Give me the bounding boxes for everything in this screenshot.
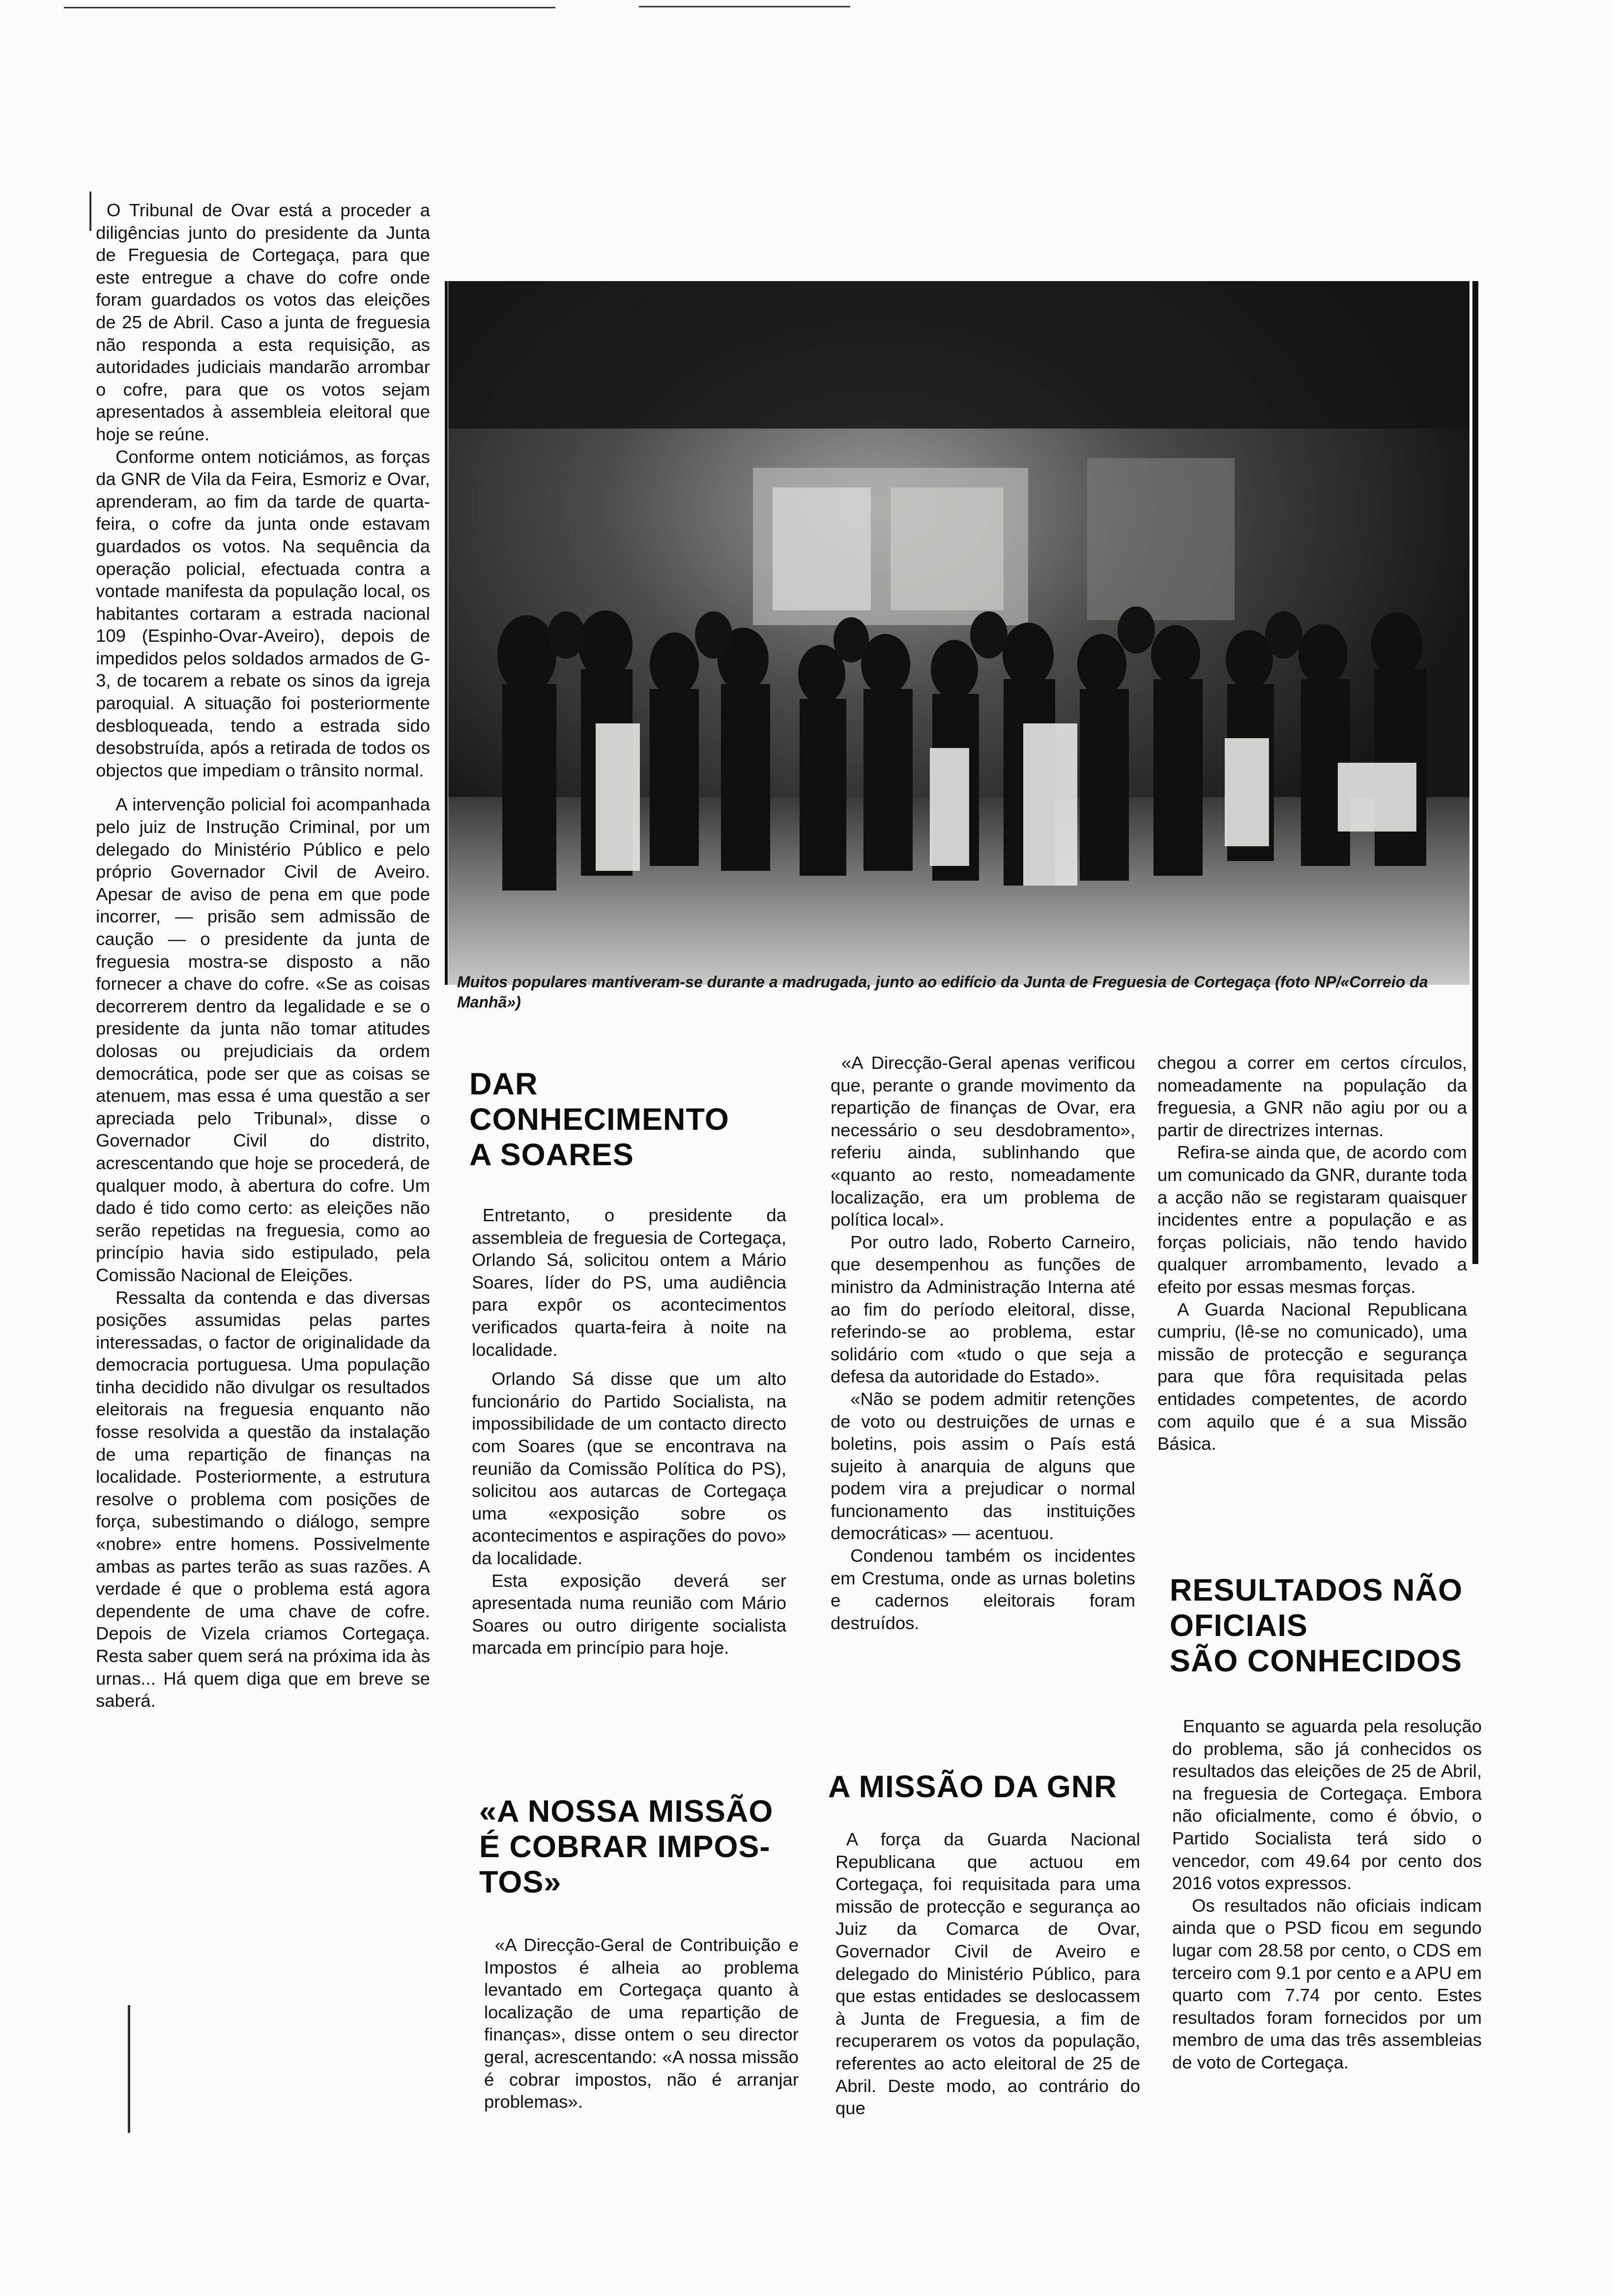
paragraph: Refira-se ainda que, de acordo com um comunicado da GNR, durante toda a acção não se registaram quaisquer incidentes entre a população e as forças policiais, não tendo havido qualquer arrombamento, levado a efeito por essas mesmas forças.: [1157, 1142, 1467, 1297]
headline-line: CONHECIMENTO: [469, 1102, 729, 1137]
paragraph: Esta exposição deverá ser apresentada numa reunião com Mário Soares ou outro dirigente socialista marcada em princípio para hoje.: [472, 1570, 786, 1658]
headline-line: «A NOSSA MISSÃO: [479, 1794, 774, 1829]
article-column-gnr-cont: [1157, 1052, 1467, 1455]
paragraph: A força da Guarda Nacional Republicana que actuou em Cortegaça, foi requisitada para uma missão de protecção e segurança ao Juiz da Comarca de Ovar, Governador Civil de Aveiro e delegado do Ministério Público, para que estas entidades se deslocassem à Junta de Freguesia, a fim de recuperarem os votos da população, referentes ao acto eleitoral de 25 de Abril. Deste modo, ao contrário do que: [835, 1829, 1140, 2119]
crowd-photo: [448, 281, 1469, 985]
paragraph: Orlando Sá disse que um alto funcionário do Partido Socialista, na impossibilidade de um contacto directo com Soares (que se encontrava na reunião da Comissão Política do PS), solicitou aos autarcas de Cortegaça uma «exposição sobre os acontecimentos e aspirações do povo» da localidade.: [472, 1369, 786, 1568]
photo-right-border: [1472, 281, 1478, 1264]
headline-line: RESULTADOS NÃO: [1170, 1573, 1463, 1607]
paragraph: «A Direcção-Geral de Contribuição e Impostos é alheia ao problema levantado em Cortegaça quanto à localização de uma repartição de finanças», disse ontem o seu director geral, acrescentando: «A nossa missão é cobrar impostos, não é arranjar problemas».: [484, 1935, 799, 2112]
crowd-photo-icon: [448, 281, 1469, 985]
paragraph: Conforme ontem noticiámos, as forças da GNR de Vila da Feira, Esmoriz e Ovar, aprenderam, ao fim da tarde de quarta-feira, o cofre da junta onde estavam guardados os votos. Na sequência da operação policial, efectuada contra a vontade manifesta da população local, os habitantes cortaram a estrada nacional 109 (Espinho-Ovar-Aveiro), depois de impedidos pelos soldados armados de G-3, de tocarem a rebate os sinos da igreja paroquial. A situação foi posteriormente desbloqueada, tendo a estrada sido desobstruída, após a retirada de todos os objectos que impediam o trânsito normal.: [96, 446, 430, 780]
headline-line: A MISSÃO DA GNR: [828, 1770, 1117, 1804]
paragraph: Ressalta da contenda e das diversas posições assumidas pelas partes interessadas, o factor de originalidade da democracia portuguesa. Uma população tinha decidido não divulgar os resultados eleitorais na freguesia enquanto não fosse resolvida a questão da instalação de uma repartição de finanças na localidade. Posteriormente, a estrutura resolve o problema com posições de força, subestimando o diálogo, sempre «nobre» entre homens. Possivelmente ambas as partes terão as suas razões. A verdade é que o problema está agora dependente de uma chave de cofre. Depois de Vizela criamos Cortegaça. Resta saber quem será na próxima ida às urnas... Há quem diga que em breve se saberá.: [96, 1287, 430, 1711]
headline-dar-conhecimento: [469, 1066, 784, 1173]
paragraph: Entretanto, o presidente da assembleia de freguesia de Cortegaça, Orlando Sá, solicitou ontem a Mário Soares, líder do PS, uma audiência para expôr os acontecimentos verificados quarta-feira à noite na localidade.: [472, 1205, 786, 1360]
headline-missao-gnr: [828, 1769, 1143, 1805]
paragraph: Enquanto se aguarda pela resolução do problema, são já conhecidos os resultados das eleições de 25 de Abril, na freguesia de Cortegaça. Embora não oficialmente, como é óbvio, o Partido Socialista terá sido o vencedor, com 49.64 por cento dos 2016 votos expressos.: [1172, 1716, 1482, 1894]
top-scan-rule: [64, 7, 555, 8]
paragraph: Os resultados não oficiais indicam ainda que o PSD ficou em segundo lugar com 28.58 por cento, o CDS em terceiro com 9.1 por cento e a APU em quarto com 7.74 por cento. Estes resultados foram fornecidos por um membro de uma das três assembleias de voto de Cortegaça.: [1172, 1895, 1482, 2072]
headline-line: OFICIAIS: [1170, 1608, 1308, 1643]
headline-line: TOS»: [479, 1865, 562, 1899]
photo-left-border: [445, 281, 448, 985]
article-column-direccao: [831, 1052, 1135, 1634]
headline-line: DAR: [469, 1067, 538, 1101]
headline-line: É COBRAR IMPOS-: [479, 1830, 771, 1864]
paragraph: «A Direcção-Geral apenas verificou que, perante o grande movimento da repartição de finanças de Ovar, era necessário o seu desdobramento», referiu ainda, sublinhando que «quanto ao resto, nomeadamente localização, era um problema de política local».: [831, 1053, 1135, 1230]
headline-line: A SOARES: [469, 1138, 634, 1172]
article-column-missao-gnr: [835, 1828, 1140, 2120]
headline-nossa-missao: [479, 1794, 794, 1900]
top-scan-rule-right: [639, 6, 850, 7]
article-column-missao-impostos: [484, 1934, 799, 2113]
paragraph: Por outro lado, Roberto Carneiro, que desempenhou as funções de ministro da Administração Interna até ao fim do período eleitoral, disse, referindo-se ao problema, estar solidário com «tudo o que seja a defesa da autoridade do Estado».: [831, 1232, 1135, 1387]
article-column-dar: [472, 1204, 786, 1659]
left-column-bracket: [89, 192, 91, 231]
article-column-left: [96, 199, 430, 2130]
paragraph: A Guarda Nacional Republicana cumpriu, (lê-se no comunicado), uma missão de protecção e segurança para que fôra requisitada pelas entidades competentes, de acordo com aquilo que é a sua Missão Básica.: [1157, 1299, 1467, 1454]
headline-line: SÃO CONHECIDOS: [1170, 1644, 1463, 1678]
headline-resultados: [1170, 1573, 1484, 1679]
paragraph: A intervenção policial foi acompanhada pelo juiz de Instrução Criminal, por um delegado do Ministério Público e pelo próprio Governador Civil de Aveiro. Apesar de aviso de pena em que pode incorrer, — prisão sem admissão de caução — o presidente da junta de freguesia mostra-se disposto a não fornecer a chave do cofre. «Se as coisas decorrerem dentro da legalidade e se o presidente da junta não tomar atitudes dolosas ou prejudiciais da ordem democrática, pode ser que as coisas se atenuem, mas essa é uma questão a ser apreciada pelo Tribunal», disse o Governador Civil do distrito, acrescentando que hoje se procederá, de qualquer modo, à abertura do cofre. Um dado é tido como certo: as eleições não serão repetidas na freguesia, como ao princípio havia sido estipulado, pela Comissão Nacional de Eleições.: [96, 794, 430, 1285]
paragraph: O Tribunal de Ovar está a proceder a diligências junto do presidente da Junta de Freguesia de Cortegaça, para que este entregue a chave do cofre onde foram guardados os votos das eleições de 25 de Abril. Caso a junta de freguesia não responda a esta requisição, as autoridades judiciais mandarão arrombar o cofre, para que os votos sejam apresentados à assembleia eleitoral que hoje se reúne.: [96, 200, 430, 444]
paragraph: «Não se podem admitir retenções de voto ou destruições de urnas e boletins, pois assim o País está sujeito à anarquia de alguns que podem vira a prejudicar o normal funcionamento das instituições democráticas» — acentuou.: [831, 1388, 1135, 1544]
paragraph: Condenou também os incidentes em Crestuma, onde as urnas boletins e cadernos eleitorais foram destruídos.: [831, 1546, 1135, 1633]
paragraph: chegou a correr em certos círculos, nomeadamente na população da freguesia, a GNR não agiu por ou a partir de directrizes internas.: [1157, 1053, 1467, 1140]
article-column-resultados: [1172, 1715, 1482, 2074]
photo-caption: Muitos populares mantiveram-se durante a madrugada, junto ao edifício da Junta de Freguesia de Cortegaça (foto NP/«Correio da Manhã»): [457, 973, 1428, 1011]
